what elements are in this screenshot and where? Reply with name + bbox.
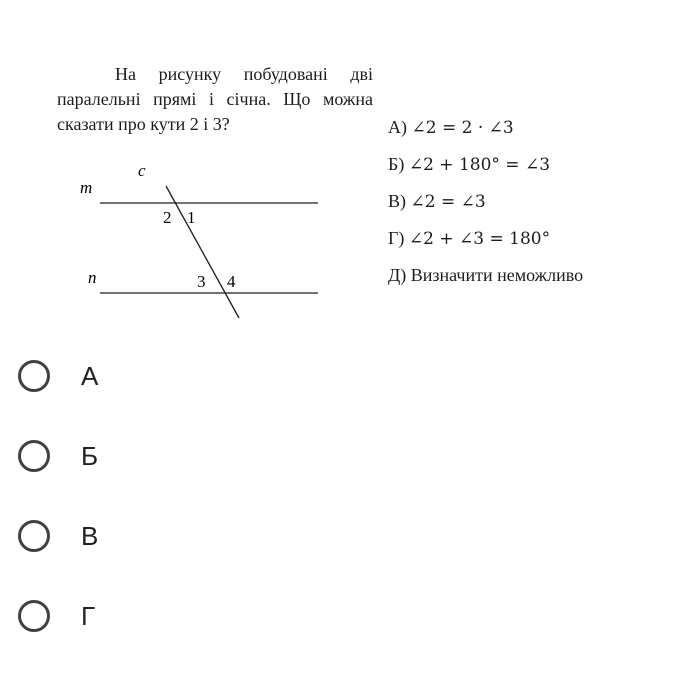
answer-expression: ∠2 + 180° = ∠3 (408, 155, 551, 175)
radio-circle-icon[interactable] (18, 360, 50, 392)
angle-label-1: 1 (187, 208, 196, 227)
radio-circle-icon[interactable] (18, 440, 50, 472)
answer-letter: А) (388, 117, 407, 137)
answer-a (388, 114, 688, 151)
option-label: Б (81, 440, 99, 471)
angle-label-4: 4 (227, 272, 236, 291)
option-a[interactable] (18, 356, 98, 396)
answer-b (388, 151, 688, 188)
angle-label-3: 3 (197, 272, 206, 291)
label-m: m (80, 178, 93, 197)
option-v[interactable] (18, 516, 98, 556)
answer-v (388, 188, 688, 225)
line-c (166, 186, 239, 318)
geometry-figure (60, 150, 340, 330)
answer-expression: ∠2 = 2 · ∠3 (411, 118, 514, 138)
answer-choices (388, 114, 688, 299)
answer-expression: ∠2 = ∠3 (410, 192, 486, 212)
question-text: На рисунку побудовані дві паралельні прямі і січна. Що можна сказати про кути 2 і 3? (57, 64, 373, 134)
option-label: А (81, 360, 99, 391)
answer-letter: Г) (388, 228, 405, 248)
radio-options (18, 356, 98, 676)
option-b[interactable] (18, 436, 98, 476)
radio-circle-icon[interactable] (18, 520, 50, 552)
label-n: n (88, 268, 97, 287)
answer-expression: Визначити неможливо (410, 265, 584, 285)
answer-letter: Б) (388, 154, 405, 174)
answer-d (388, 262, 688, 299)
answer-letter: Д) (388, 265, 407, 285)
radio-circle-icon[interactable] (18, 600, 50, 632)
answer-expression: ∠2 + ∠3 = 180° (408, 229, 551, 249)
option-label: В (81, 520, 99, 551)
answer-g (388, 225, 688, 262)
angle-label-2: 2 (163, 208, 172, 227)
option-g[interactable] (18, 596, 98, 636)
label-c: c (138, 161, 146, 180)
answer-letter: В) (388, 191, 406, 211)
option-label: Г (81, 600, 96, 631)
